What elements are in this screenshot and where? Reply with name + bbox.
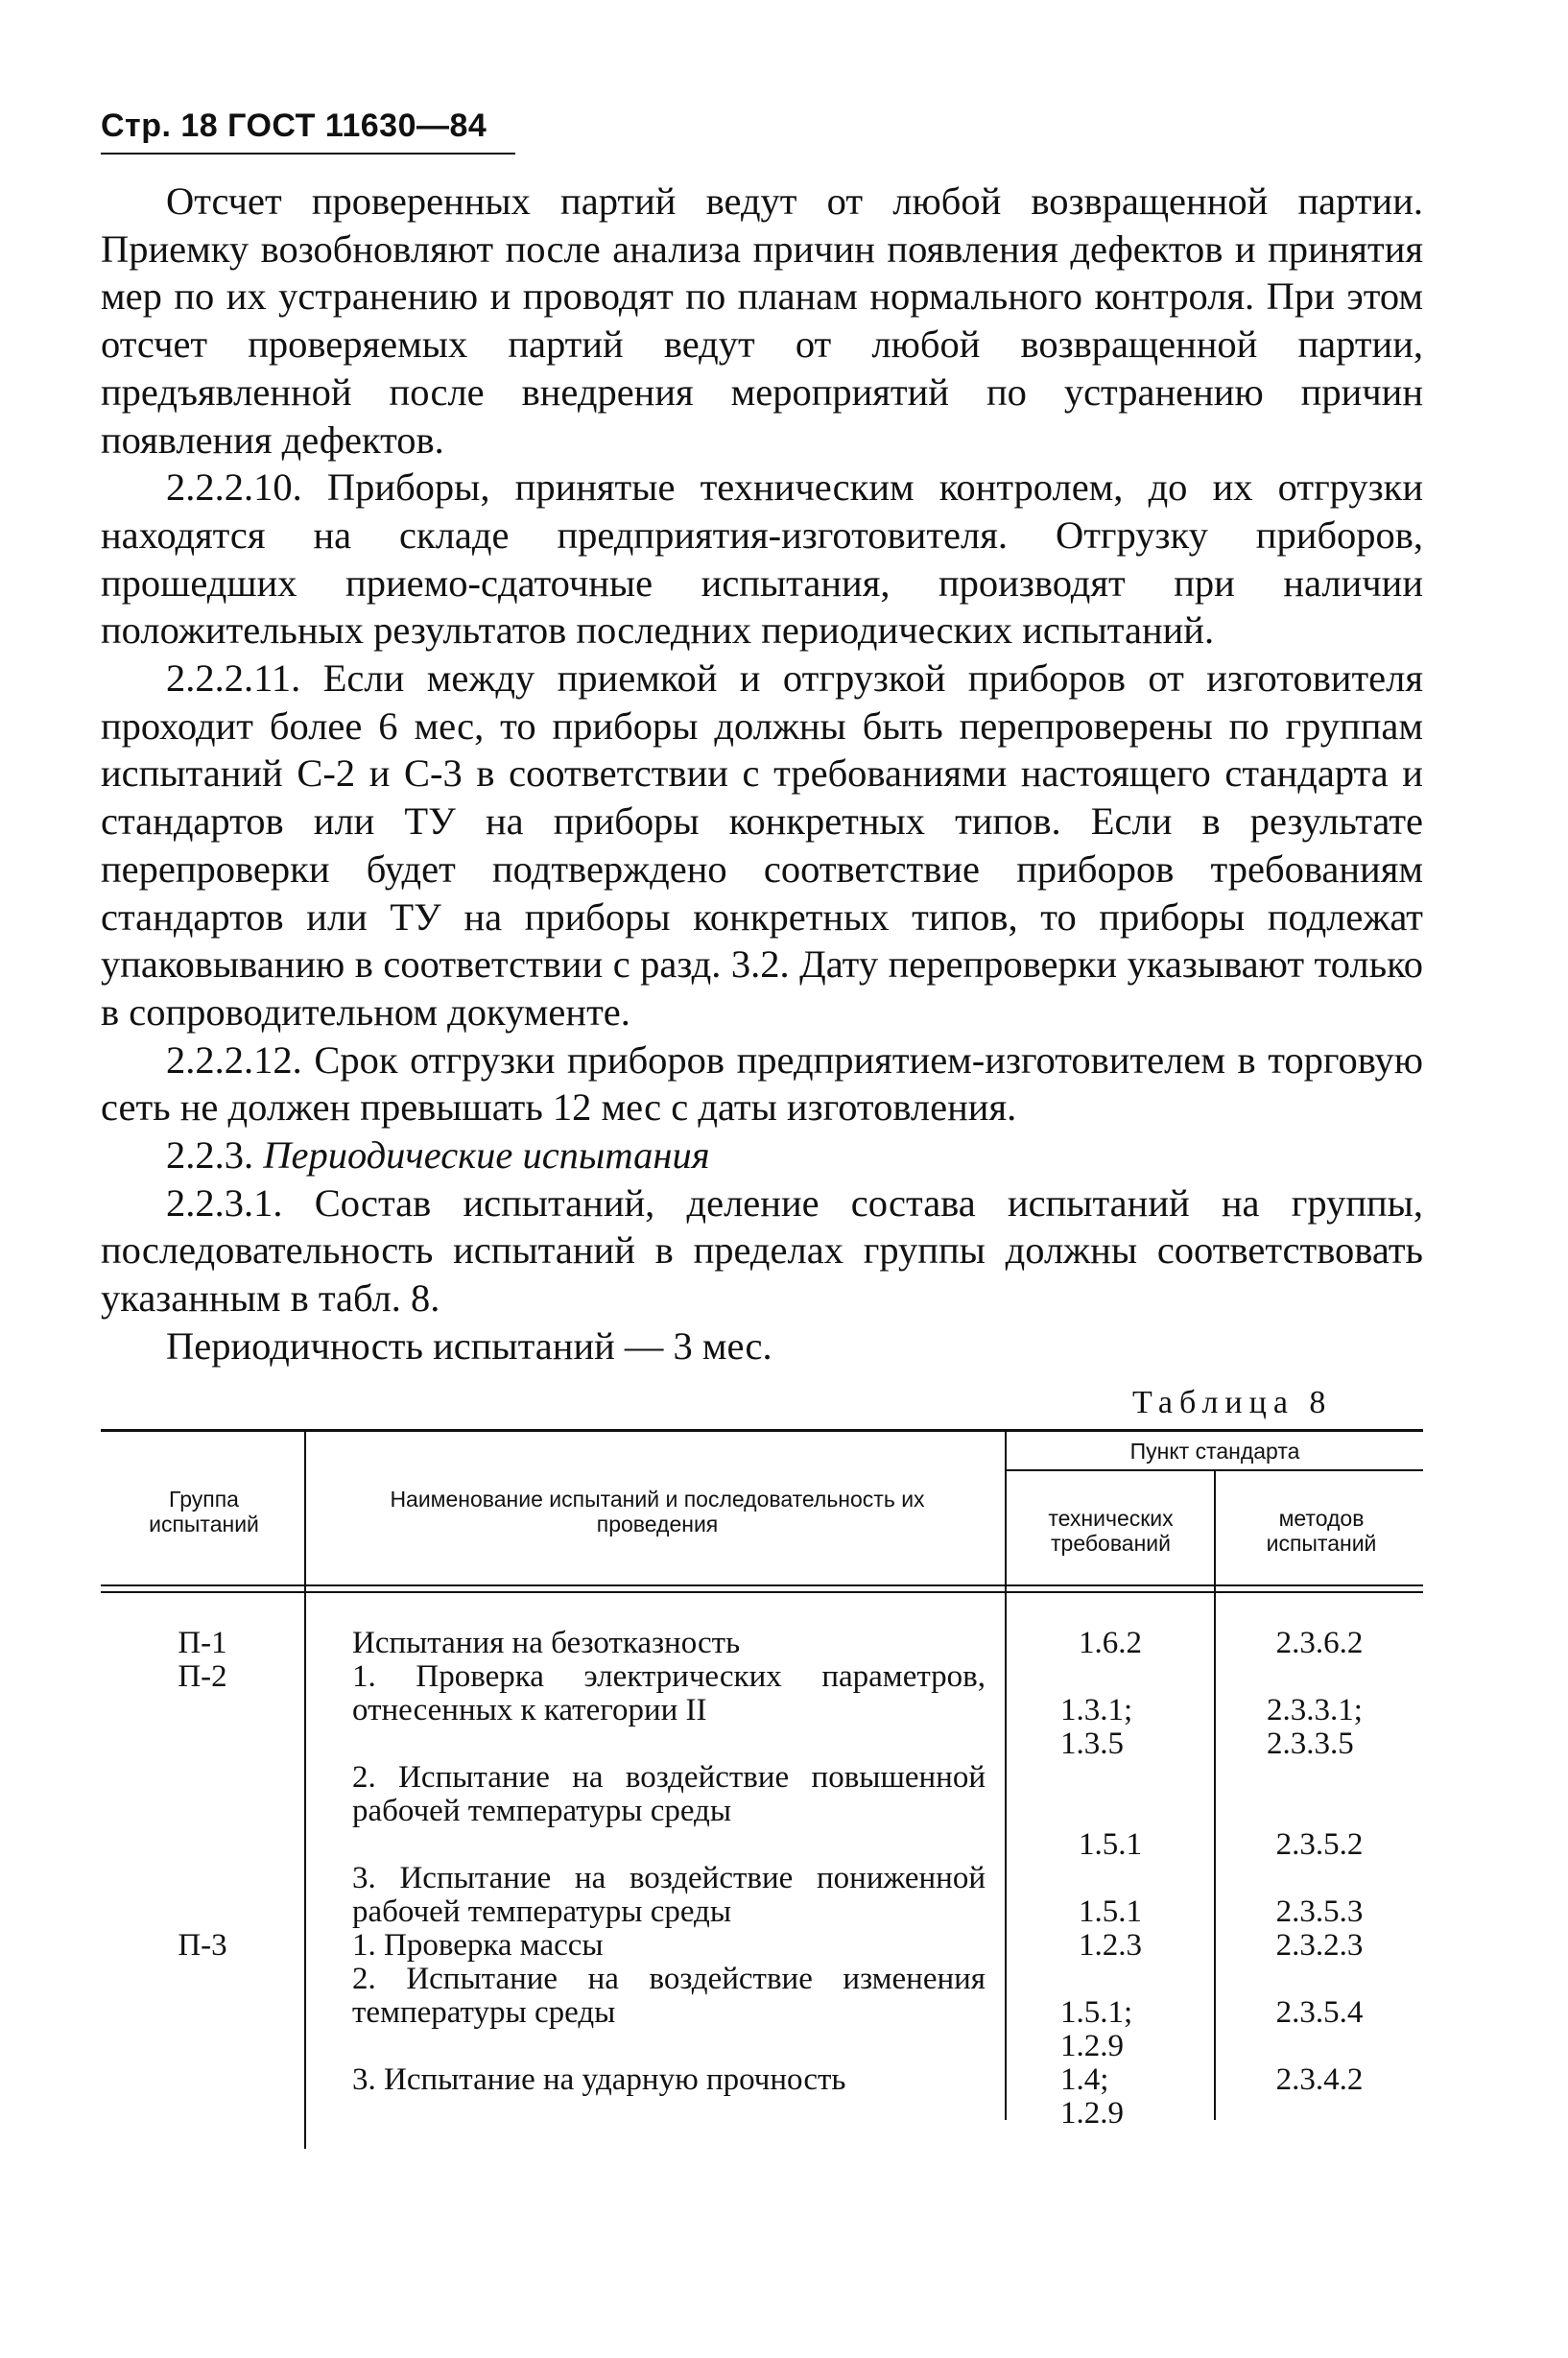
table-header-methods: методов испытаний [1266,1506,1377,1556]
table-cell-name: 1. Проверка электрических параметров, отнесенных к категории II [352,1659,986,1727]
table-cell-tech: 1.4; 1.2.9 [1060,2062,1124,2131]
header-rule [101,153,515,155]
table-cell-methods: 2.3.6.2 [1275,1626,1364,1660]
table-cell-tech: 1.5.1; 1.2.9 [1060,1995,1133,2063]
page-header: Стр. 18 ГОСТ 11630—84 [101,107,487,144]
table-cell-methods: 2.3.5.3 [1275,1894,1364,1929]
table-header-name: Наименование испытаний и последовательность их проведения [390,1487,925,1536]
table-cell-name: 3. Испытание на ударную прочность [352,2062,846,2097]
table-cell-name: 3. Испытание на воздействие пониженной рабочей температуры среды [352,1861,986,1929]
table-cell-methods: 2.3.4.2 [1275,2062,1364,2097]
section-title: Периодические испытания [263,1133,710,1178]
table-header-rule [101,1584,1423,1586]
body-text [101,178,1423,1370]
table-cell-name: 1. Проверка массы [352,1928,604,1963]
section-heading [101,1131,1423,1179]
paragraph: 2.2.2.11. Если между приемкой и отгрузкой приборов от изготовителя проходит более 6 мес, то приборы должны быть перепроверены по группам испытаний С-2 и С-3 в соответствии с требованиями настоящего стандарта и стандартов или ТУ на приборы конкретных типов. Если в результате перепроверки будет подтверждено соответствие приборов требованиям стандартов или ТУ на приборы конкретных типов, то приборы подлежат упаковыванию в соответствии с разд. 3.2. Дату перепроверки указывают только в сопроводительном документе. [101,656,1423,1034]
table-cell-tech: 1.5.1 [1079,1827,1142,1862]
table-column-rule [1005,1429,1007,2120]
table-header-clause: Пункт стандарта [1129,1439,1300,1464]
section-number: 2.2.3. [166,1133,254,1178]
table-cell-methods: 2.3.3.1; 2.3.3.5 [1267,1693,1363,1761]
table-caption: Таблица 8 [1132,1385,1333,1420]
table-header-rule [101,1591,1423,1593]
table-header-group: Группа испытаний [149,1487,259,1536]
paragraph: 2.2.3.1. Состав испытаний, деление состава испытаний на группы, последовательность испытаний в пределах группы должны соответствовать указанным в табл. 8. [101,1180,1423,1321]
table-cell-tech: 1.6.2 [1079,1626,1142,1660]
table-cell-name: Испытания на безотказность [352,1626,741,1660]
paragraph: Отсчет проверенных партий ведут от любой возвращенной партии. Приемку возобновляют после анализа причин появления дефектов и принятия мер по их устранению и проводят по планам нормального контроля. При этом отсчет проверяемых партий ведут от любой возвращенной партии, предъявленной после внедрения мероприятий по устранению причин появления дефектов. [101,179,1423,462]
table-cell-name: 2. Испытание на воздействие изменения температуры среды [352,1962,986,2030]
table-cell-methods: 2.3.5.4 [1275,1995,1364,2030]
table-cell-group: П-2 [178,1659,227,1694]
paragraph: 2.2.2.12. Срок отгрузки приборов предприятием-изготовителем в торговую сеть не должен превышать 12 мес с даты изготовления. [101,1037,1423,1130]
table-cell-methods: 2.3.2.3 [1275,1928,1364,1963]
table-cell-name: 2. Испытание на воздействие повышенной рабочей температуры среды [352,1760,986,1828]
table-column-rule [304,1429,306,2149]
table-cell-tech: 1.3.1; 1.3.5 [1060,1693,1133,1761]
paragraph: Периодичность испытаний — 3 мес. [166,1323,772,1368]
paragraph: 2.2.2.10. Приборы, принятые техническим контролем, до их отгрузки находятся на складе предприятия-изготовителя. Отгрузку приборов, прошедших приемо-сдаточные испытания, производят при наличии положительных результатов последних периодических испытаний. [101,465,1423,653]
table-cell-group: П-1 [178,1626,227,1660]
table-cell-tech: 1.2.3 [1079,1928,1142,1963]
table-8 [101,1429,1423,2149]
table-cell-methods: 2.3.5.2 [1275,1827,1364,1862]
table-header-tech: технических требований [1048,1506,1174,1556]
table-top-rule [101,1429,1423,1432]
table-cell-tech: 1.5.1 [1079,1894,1142,1929]
table-cell-group: П-3 [178,1928,227,1963]
